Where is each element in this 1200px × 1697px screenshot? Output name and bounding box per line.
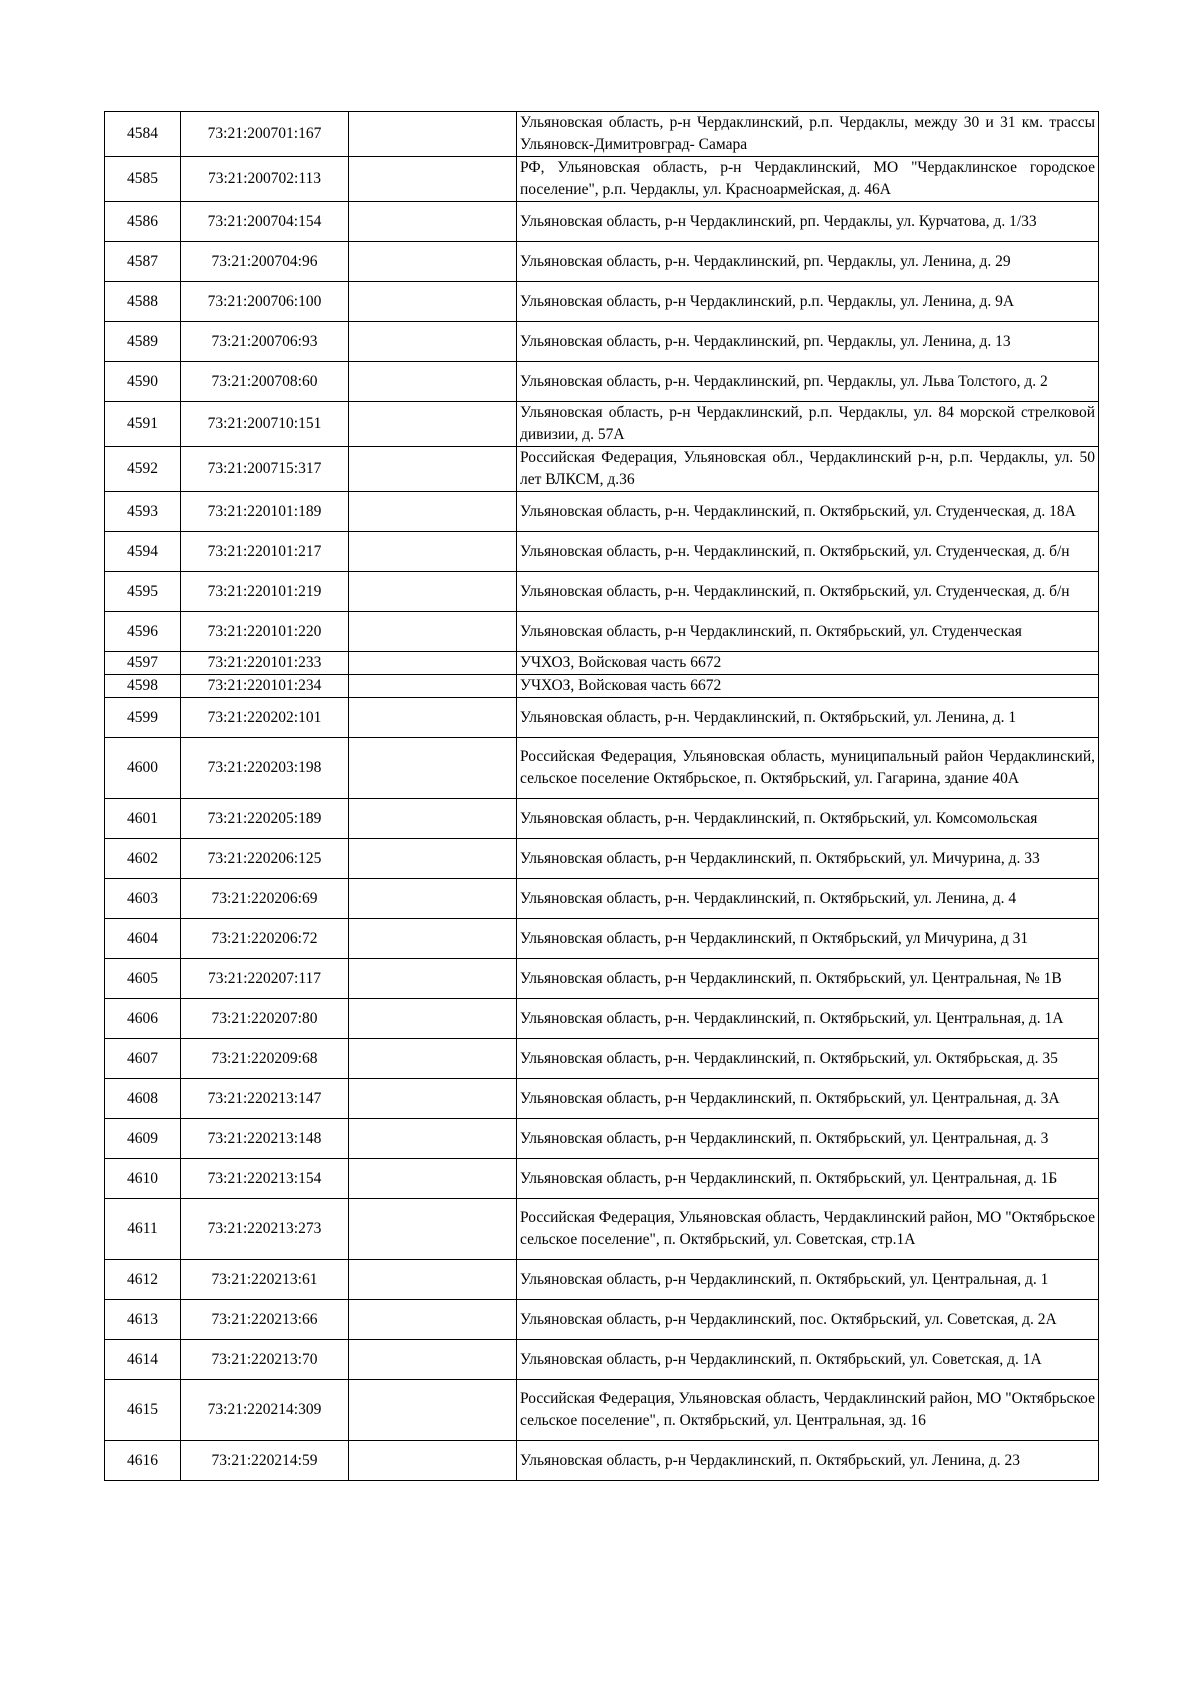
row-number: 4584 [105,112,181,157]
table-row [105,919,1099,959]
address: Ульяновская область, р-н. Чердаклинский, рп. Чердаклы, ул. Ленина, д. 13 [517,322,1099,362]
table-row [105,402,1099,447]
cadastral-number: 73:21:200702:113 [181,157,349,202]
row-number: 4605 [105,959,181,999]
row-number: 4585 [105,157,181,202]
cadastral-number: 73:21:220101:189 [181,492,349,532]
address: Ульяновская область, р-н Чердаклинский, п. Октябрьский, ул. Студенческая [517,612,1099,652]
row-number: 4596 [105,612,181,652]
row-number: 4606 [105,999,181,1039]
empty-cell [349,698,517,738]
cadastral-number: 73:21:220213:61 [181,1260,349,1300]
row-number: 4614 [105,1340,181,1380]
cadastral-number: 73:21:220214:309 [181,1380,349,1441]
table-row [105,1199,1099,1260]
empty-cell [349,362,517,402]
cadastral-number: 73:21:220202:101 [181,698,349,738]
table-row [105,1039,1099,1079]
address: Ульяновская область, р-н Чердаклинский, п Октябрьский, ул Мичурина, д 31 [517,919,1099,959]
cadastral-number: 73:21:220213:148 [181,1119,349,1159]
table-row [105,1441,1099,1481]
empty-cell [349,322,517,362]
table-row [105,492,1099,532]
table-row [105,799,1099,839]
cadastral-number: 73:21:200710:151 [181,402,349,447]
empty-cell [349,1039,517,1079]
empty-cell [349,157,517,202]
cadastral-number: 73:21:220213:66 [181,1300,349,1340]
row-number: 4604 [105,919,181,959]
table-row [105,447,1099,492]
empty-cell [349,879,517,919]
cadastral-number: 73:21:220207:80 [181,999,349,1039]
empty-cell [349,402,517,447]
row-number: 4601 [105,799,181,839]
cadastral-number: 73:21:220213:70 [181,1340,349,1380]
row-number: 4589 [105,322,181,362]
cadastral-number: 73:21:220213:147 [181,1079,349,1119]
cadastral-number: 73:21:220205:189 [181,799,349,839]
table-row [105,282,1099,322]
row-number: 4616 [105,1441,181,1481]
table-row [105,652,1099,675]
empty-cell [349,447,517,492]
table-row [105,1380,1099,1441]
table-row [105,675,1099,698]
cadastral-number: 73:21:220101:219 [181,572,349,612]
registry-table-body [105,112,1099,1481]
empty-cell [349,612,517,652]
table-row [105,362,1099,402]
cadastral-number: 73:21:200701:167 [181,112,349,157]
empty-cell [349,242,517,282]
address: Ульяновская область, р-н. Чердаклинский, рп. Чердаклы, ул. Ленина, д. 29 [517,242,1099,282]
row-number: 4592 [105,447,181,492]
table-row [105,1119,1099,1159]
cadastral-number: 73:21:220101:217 [181,532,349,572]
cadastral-number: 73:21:220214:59 [181,1441,349,1481]
cadastral-number: 73:21:220207:117 [181,959,349,999]
cadastral-number: 73:21:200706:93 [181,322,349,362]
address: Ульяновская область, р-н Чердаклинский, р.п. Чердаклы, между 30 и 31 км. трассы Ульяновск-Димитровград- Самара [517,112,1099,157]
table-row [105,738,1099,799]
row-number: 4611 [105,1199,181,1260]
empty-cell [349,839,517,879]
address: Ульяновская область, р-н. Чердаклинский, п. Октябрьский, ул. Ленина, д. 4 [517,879,1099,919]
row-number: 4588 [105,282,181,322]
address: Ульяновская область, р-н. Чердаклинский, п. Октябрьский, ул. Студенческая, д. 18А [517,492,1099,532]
cadastral-number: 73:21:200704:96 [181,242,349,282]
empty-cell [349,738,517,799]
row-number: 4609 [105,1119,181,1159]
row-number: 4590 [105,362,181,402]
table-row [105,1300,1099,1340]
empty-cell [349,1260,517,1300]
address: Ульяновская область, р-н Чердаклинский, п. Октябрьский, ул. Центральная, д. 1Б [517,1159,1099,1199]
cadastral-number: 73:21:220206:125 [181,839,349,879]
row-number: 4600 [105,738,181,799]
row-number: 4602 [105,839,181,879]
empty-cell [349,492,517,532]
address: Ульяновская область, р-н Чердаклинский, п. Октябрьский, ул. Центральная, № 1В [517,959,1099,999]
cadastral-number: 73:21:220213:154 [181,1159,349,1199]
empty-cell [349,799,517,839]
table-row [105,999,1099,1039]
empty-cell [349,572,517,612]
address: Ульяновская область, р-н. Чердаклинский, п. Октябрьский, ул. Студенческая, д. б/н [517,532,1099,572]
row-number: 4587 [105,242,181,282]
empty-cell [349,532,517,572]
empty-cell [349,202,517,242]
cadastral-number: 73:21:200708:60 [181,362,349,402]
cadastral-number: 73:21:220101:220 [181,612,349,652]
cadastral-number: 73:21:220203:198 [181,738,349,799]
table-row [105,112,1099,157]
address: Российская Федерация, Ульяновская область, муниципальный район Чердаклинский, сельское поселение Октябрьское, п. Октябрьский, ул. Гагарина, здание 40А [517,738,1099,799]
address: Ульяновская область, р-н Чердаклинский, п. Октябрьский, ул. Ленина, д. 23 [517,1441,1099,1481]
address: Ульяновская область, р-н Чердаклинский, рп. Чердаклы, ул. Курчатова, д. 1/33 [517,202,1099,242]
address: Российская Федерация, Ульяновская область, Чердаклинский район, МО "Октябрьское сельское поселение", п. Октябрьский, ул. Советская, стр.1А [517,1199,1099,1260]
table-row [105,532,1099,572]
empty-cell [349,1380,517,1441]
empty-cell [349,1340,517,1380]
cadastral-number: 73:21:200706:100 [181,282,349,322]
cadastral-number: 73:21:220101:233 [181,652,349,675]
row-number: 4597 [105,652,181,675]
address: Ульяновская область, р-н. Чердаклинский, п. Октябрьский, ул. Ленина, д. 1 [517,698,1099,738]
table-row [105,157,1099,202]
row-number: 4615 [105,1380,181,1441]
address: Ульяновская область, р-н Чердаклинский, п. Октябрьский, ул. Советская, д. 1А [517,1340,1099,1380]
row-number: 4594 [105,532,181,572]
empty-cell [349,282,517,322]
row-number: 4595 [105,572,181,612]
address: Ульяновская область, р-н Чердаклинский, р.п. Чердаклы, ул. 84 морской стрелковой дивизии, д. 57А [517,402,1099,447]
cadastral-number: 73:21:200715:317 [181,447,349,492]
table-row [105,839,1099,879]
empty-cell [349,919,517,959]
table-row [105,1079,1099,1119]
address: Ульяновская область, р-н. Чердаклинский, п. Октябрьский, ул. Комсомольская [517,799,1099,839]
cadastral-number: 73:21:220206:69 [181,879,349,919]
cadastral-number: 73:21:200704:154 [181,202,349,242]
address: УЧХОЗ, Войсковая часть 6672 [517,675,1099,698]
empty-cell [349,112,517,157]
empty-cell [349,1199,517,1260]
address: Ульяновская область, р-н Чердаклинский, пос. Октябрьский, ул. Советская, д. 2А [517,1300,1099,1340]
table-row [105,1340,1099,1380]
table-row [105,612,1099,652]
address: Ульяновская область, р-н Чердаклинский, р.п. Чердаклы, ул. Ленина, д. 9А [517,282,1099,322]
registry-table [104,111,1099,1481]
table-row [105,322,1099,362]
row-number: 4586 [105,202,181,242]
address: Ульяновская область, р-н. Чердаклинский, п. Октябрьский, ул. Центральная, д. 1А [517,999,1099,1039]
table-row [105,1159,1099,1199]
table-row [105,1260,1099,1300]
cadastral-number: 73:21:220209:68 [181,1039,349,1079]
empty-cell [349,1441,517,1481]
address: Российская Федерация, Ульяновская область, Чердаклинский район, МО "Октябрьское сельское поселение", п. Октябрьский, ул. Центральная, зд. 16 [517,1380,1099,1441]
address: Ульяновская область, р-н Чердаклинский, п. Октябрьский, ул. Мичурина, д. 33 [517,839,1099,879]
cadastral-number: 73:21:220101:234 [181,675,349,698]
row-number: 4593 [105,492,181,532]
table-row [105,202,1099,242]
row-number: 4610 [105,1159,181,1199]
row-number: 4591 [105,402,181,447]
row-number: 4607 [105,1039,181,1079]
address: Ульяновская область, р-н Чердаклинский, п. Октябрьский, ул. Центральная, д. 3А [517,1079,1099,1119]
address: Ульяновская область, р-н. Чердаклинский, п. Октябрьский, ул. Октябрьская, д. 35 [517,1039,1099,1079]
row-number: 4603 [105,879,181,919]
row-number: 4598 [105,675,181,698]
cadastral-number: 73:21:220213:273 [181,1199,349,1260]
address: Ульяновская область, р-н. Чердаклинский, п. Октябрьский, ул. Студенческая, д. б/н [517,572,1099,612]
address: Ульяновская область, р-н. Чердаклинский, рп. Чердаклы, ул. Льва Толстого, д. 2 [517,362,1099,402]
table-row [105,879,1099,919]
empty-cell [349,1079,517,1119]
address: УЧХОЗ, Войсковая часть 6672 [517,652,1099,675]
empty-cell [349,999,517,1039]
address: РФ, Ульяновская область, р-н Чердаклинский, МО "Чердаклинское городское поселение", р.п. Чердаклы, ул. Красноармейская, д. 46А [517,157,1099,202]
empty-cell [349,1159,517,1199]
row-number: 4599 [105,698,181,738]
table-row [105,572,1099,612]
row-number: 4612 [105,1260,181,1300]
empty-cell [349,1119,517,1159]
table-row [105,698,1099,738]
address: Ульяновская область, р-н Чердаклинский, п. Октябрьский, ул. Центральная, д. 3 [517,1119,1099,1159]
empty-cell [349,959,517,999]
row-number: 4613 [105,1300,181,1340]
address: Российская Федерация, Ульяновская обл., Чердаклинский р-н, р.п. Чердаклы, ул. 50 лет ВЛКСМ, д.36 [517,447,1099,492]
row-number: 4608 [105,1079,181,1119]
cadastral-number: 73:21:220206:72 [181,919,349,959]
table-row [105,959,1099,999]
address: Ульяновская область, р-н Чердаклинский, п. Октябрьский, ул. Центральная, д. 1 [517,1260,1099,1300]
empty-cell [349,652,517,675]
empty-cell [349,675,517,698]
table-row [105,242,1099,282]
empty-cell [349,1300,517,1340]
